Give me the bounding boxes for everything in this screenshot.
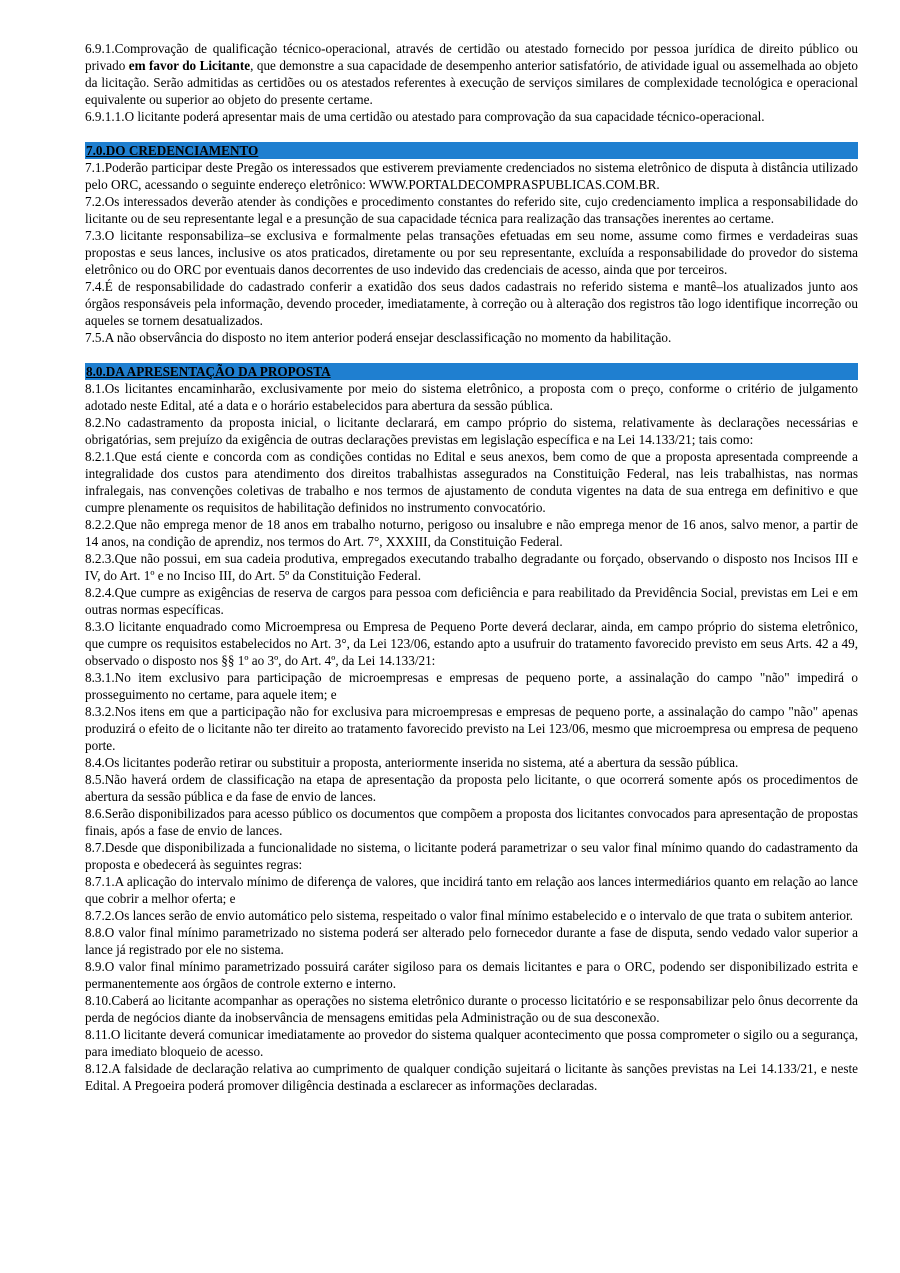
clause-6-9-1-1: 6.9.1.1.O licitante poderá apresentar mais de uma certidão ou atestado para comprovação da sua capacidade técnico-operacional. xyxy=(85,109,765,124)
clause-7-1: 7.1.Poderão participar deste Pregão os interessados que estiverem previamente credenciados no sistema eletrônico de disputa à distância utilizado pelo ORC, acessando o seguinte endereço eletrônico: WWW.PORTALDECOMPRASPUBLICAS.COM.BR. xyxy=(85,160,858,192)
document-page xyxy=(85,40,858,1094)
clause-8-11: 8.11.O licitante deverá comunicar imediatamente ao provedor do sistema qualquer acontecimento que possa comprometer o sigilo ou a segurança, para imediato bloqueio de acesso. xyxy=(85,1027,858,1059)
clause-8-8: 8.8.O valor final mínimo parametrizado no sistema poderá ser alterado pelo fornecedor durante a fase de disputa, sendo vedado valor superior a lance já registrado por ele no sistema. xyxy=(85,925,858,957)
clause-6-9-1-bold: em favor do Licitante xyxy=(128,58,251,73)
clause-7-5: 7.5.A não observância do disposto no item anterior poderá ensejar desclassificação no momento da habilitação. xyxy=(85,330,672,345)
clause-8-3: 8.3.O licitante enquadrado como Microempresa ou Empresa de Pequeno Porte deverá declarar, ainda, em campo próprio do sistema eletrônico, que cumpre os requisitos estabelecidos no Art. 3°, da Lei 123/06, estando apto a usufruir do tratamento favorecido previsto em seus Arts. 42 a 49, observado o disposto nos §§ 1º ao 3º, do Art. 4º, da Lei 14.133/21: xyxy=(85,619,858,668)
clause-8-2: 8.2.No cadastramento da proposta inicial, o licitante declarará, em campo próprio do sistema, relativamente às declarações necessárias e obrigatórias, sem prejuízo da exigência de outras declarações previstas em legislação específica e na Lei 14.133/21; tais como: xyxy=(85,415,858,447)
spacer xyxy=(85,125,858,142)
clause-7-2: 7.2.Os interessados deverão atender às condições e procedimento constantes do referido site, cujo credenciamento implica a responsabilidade do licitante ou de seu representante legal e a presunção de sua capacidade técnica para realização das transações inerentes ao certame. xyxy=(85,194,858,226)
spacer xyxy=(85,346,858,363)
section-7-heading: 7.0.DO CREDENCIAMENTO xyxy=(85,142,858,159)
clause-8-12: 8.12.A falsidade de declaração relativa ao cumprimento de qualquer condição sujeitará o licitante às sanções previstas na Lei 14.133/21, e neste Edital. A Pregoeira poderá promover diligência destinada a esclarecer as informações declaradas. xyxy=(85,1061,858,1093)
clause-8-2-1: 8.2.1.Que está ciente e concorda com as condições contidas no Edital e seus anexos, bem como de que a proposta apresentada compreende a integralidade dos custos para atendimento dos direitos trabalhistas assegurados na Constituição Federal, nas leis trabalhistas, nas normas infralegais, nas convenções coletivas de trabalho e nos termos de ajustamento de conduta vigentes na data de sua entrega em definitivo e que cumpre plenamente os requisitos de habilitação definidos no instrumento convocatório. xyxy=(85,449,858,515)
clause-8-6: 8.6.Serão disponibilizados para acesso público os documentos que compõem a proposta dos licitantes convocados para apresentação de propostas finais, após a fase de envio de lances. xyxy=(85,806,858,838)
clause-8-2-3: 8.2.3.Que não possui, em sua cadeia produtiva, empregados executando trabalho degradante ou forçado, observando o disposto nos Incisos III e IV, do Art. 1º e no Inciso III, do Art. 5º da Constituição Federal. xyxy=(85,551,858,583)
section-8-heading: 8.0.DA APRESENTAÇÃO DA PROPOSTA xyxy=(85,363,858,380)
clause-8-3-2: 8.3.2.Nos itens em que a participação não for exclusiva para microempresas e empresas de pequeno porte, a assinalação do campo "não" apenas produzirá o efeito de o licitante não ter direito ao tratamento favorecido previsto na Lei 123/06, mesmo que microempresa ou empresa de pequeno porte. xyxy=(85,704,858,753)
clause-8-4: 8.4.Os licitantes poderão retirar ou substituir a proposta, anteriormente inserida no sistema, até a abertura da sessão pública. xyxy=(85,755,739,770)
clause-7-4: 7.4.É de responsabilidade do cadastrado conferir a exatidão dos seus dados cadastrais no referido sistema e mantê–los atualizados junto aos órgãos responsáveis pela informação, devendo proceder, imediatamente, à correção ou à alteração dos registros tão logo identifique incorreção ou aqueles se tornem desatualizados. xyxy=(85,279,858,328)
clause-8-7-2: 8.7.2.Os lances serão de envio automático pelo sistema, respeitado o valor final mínimo estabelecido e o intervalo de que trata o subitem anterior. xyxy=(85,908,853,923)
clause-8-3-1: 8.3.1.No item exclusivo para participação de microempresas e empresas de pequeno porte, a assinalação do campo "não" impedirá o prosseguimento no certame, para aquele item; e xyxy=(85,670,858,702)
clause-8-5: 8.5.Não haverá ordem de classificação na etapa de apresentação da proposta pelo licitante, o que ocorrerá somente após os procedimentos de abertura da sessão pública e da fase de envio de lances. xyxy=(85,772,858,804)
clause-6-9-1-text-a: 6.9.1.Comprovação de qualificação técnico-operacional, através de certidão ou atestado fornecido por pessoa jurídica de direito público ou privado xyxy=(85,41,858,73)
clause-8-9: 8.9.O valor final mínimo parametrizado possuirá caráter sigiloso para os demais licitantes e para o ORC, podendo ser disponibilizado estrita e permanentemente aos órgãos de controle externo e interno. xyxy=(85,959,858,991)
clause-8-10: 8.10.Caberá ao licitante acompanhar as operações no sistema eletrônico durante o processo licitatório e se responsabilizar pelo ônus decorrente da perda de negócios diante da inobservância de mensagens emitidas pela Administração ou de sua desconexão. xyxy=(85,993,858,1025)
clause-7-3: 7.3.O licitante responsabiliza–se exclusiva e formalmente pelas transações efetuadas em seu nome, assume como firmes e verdadeiras suas propostas e seus lances, inclusive os atos praticados, diretamente ou por seu representante, excluída a responsabilidade do provedor do sistema eletrônico ou do ORC por eventuais danos decorrentes de uso indevido das credenciais de acesso, ainda que por terceiros. xyxy=(85,228,858,277)
clause-8-7-1: 8.7.1.A aplicação do intervalo mínimo de diferença de valores, que incidirá tanto em relação aos lances intermediários quanto em relação ao lance que cobrir a melhor oferta; e xyxy=(85,874,858,906)
clause-8-2-2: 8.2.2.Que não emprega menor de 18 anos em trabalho noturno, perigoso ou insalubre e não emprega menor de 16 anos, salvo menor, a partir de 14 anos, na condição de aprendiz, nos termos do Art. 7°, XXXIII, da Constituição Federal. xyxy=(85,517,858,549)
clause-8-2-4: 8.2.4.Que cumpre as exigências de reserva de cargos para pessoa com deficiência e para reabilitado da Previdência Social, previstas em Lei e em outras normas específicas. xyxy=(85,585,858,617)
clause-6-9-1 xyxy=(85,40,858,108)
clause-8-1: 8.1.Os licitantes encaminharão, exclusivamente por meio do sistema eletrônico, a proposta com o preço, conforme o critério de julgamento adotado neste Edital, até a data e o horário estabelecidos para abertura da sessão pública. xyxy=(85,381,858,413)
clause-8-7: 8.7.Desde que disponibilizada a funcionalidade no sistema, o licitante poderá parametrizar o seu valor final mínimo quando do cadastramento da proposta e obedecerá às seguintes regras: xyxy=(85,840,858,872)
clause-6-9-1-text-c: , que demonstre a sua capacidade de desempenho anterior satisfatório, de atividade igual ou assemelhada ao objeto da licitação. Serão admitidas as certidões ou os atestados referentes à execução de serviços similares de complexidade tecnológica e operacional equivalente ou superior ao objeto do presente certame. xyxy=(85,58,858,107)
